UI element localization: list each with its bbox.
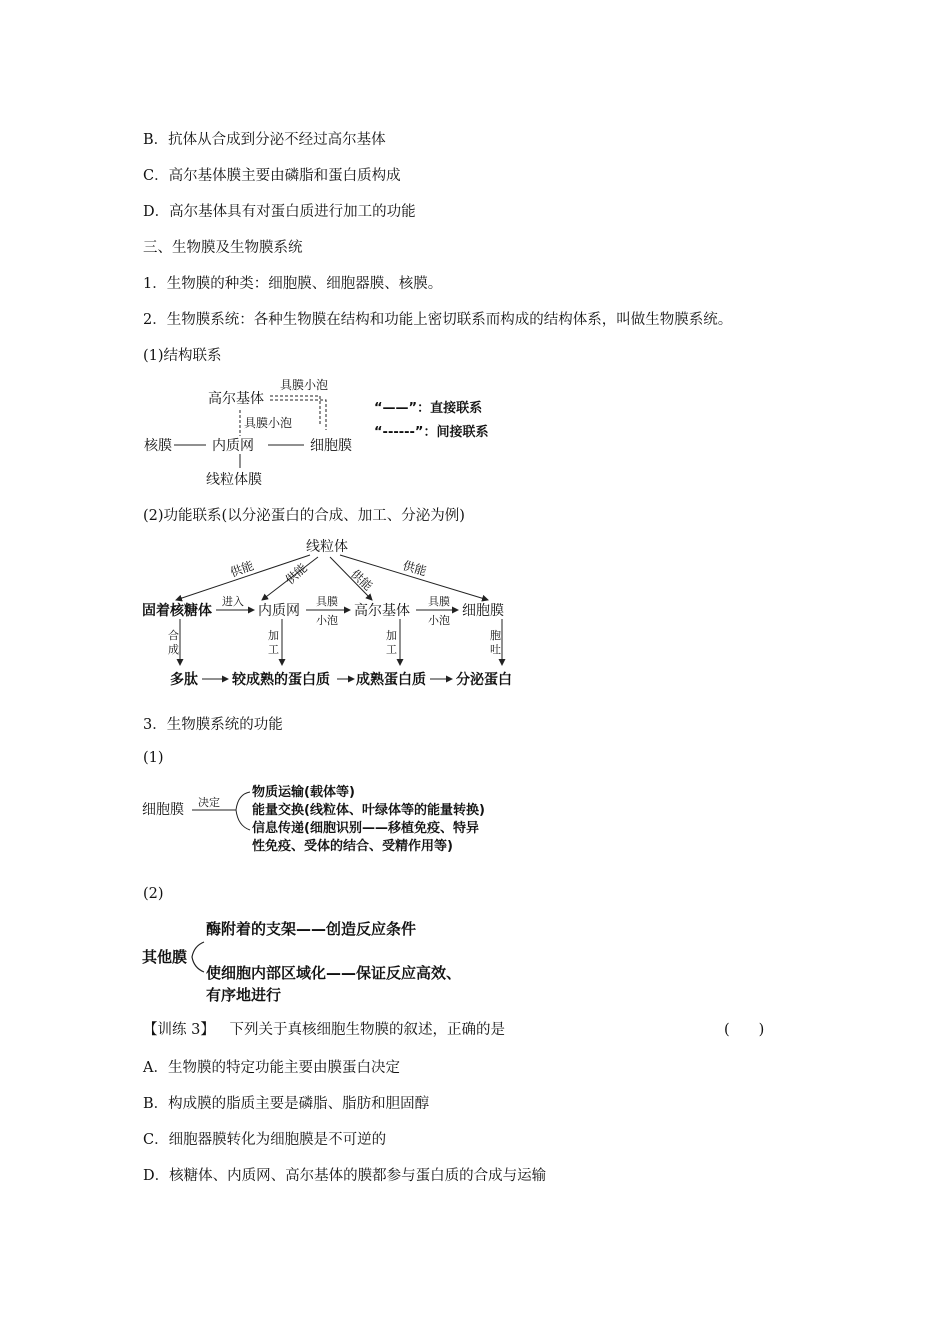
supply-label-4: 供能 <box>401 558 429 579</box>
proc2-b: 工 <box>386 643 397 656</box>
other-func-item-2a: 使细胞内部区域化——保证反应高效、 <box>206 964 462 982</box>
paragraph-membrane-system: 2．生物膜系统：各种生物膜在结构和功能上密切联系而构成的结构体系，叫做生物膜系统。 <box>143 312 733 328</box>
subheading-function: (2)功能联系(以分泌蛋白的合成、加工、分泌为例) <box>143 508 465 524</box>
exercise-tag: 【训练 3】 <box>143 1022 215 1038</box>
cell-func-item-3a: 信息传递(细胞识别——移植免疫、特异 <box>252 821 479 836</box>
other-membrane-label: 其他膜 <box>142 948 188 966</box>
vesicle1-a: 具膜 <box>316 595 338 608</box>
mito-membrane-label: 线粒体膜 <box>206 472 262 488</box>
function-item-1: (1) <box>143 750 164 766</box>
synth-a: 合 <box>168 629 179 642</box>
synth-b: 成 <box>168 643 179 656</box>
proc1-a: 加 <box>268 629 279 642</box>
er-label: 内质网 <box>212 438 254 454</box>
exo-b: 吐 <box>490 643 501 656</box>
option-d: D．高尔基体具有对蛋白质进行加工的功能 <box>143 204 416 220</box>
enter-label: 进入 <box>222 595 244 608</box>
function-item-2: (2) <box>143 886 164 902</box>
exo-a: 胞 <box>490 629 501 642</box>
section-heading: 三、生物膜及生物膜系统 <box>143 240 303 256</box>
legend-direct: “——”：直接联系 <box>374 401 483 416</box>
supply-label-1: 供能 <box>228 558 256 580</box>
supply-label-3: 供能 <box>347 566 376 594</box>
option-c: C．高尔基体膜主要由磷脂和蛋白质构成 <box>143 168 401 184</box>
vesicle-mid-label: 具膜小泡 <box>244 416 293 430</box>
cell-membrane-label: 细胞膜 <box>310 438 352 454</box>
option-b: B．抗体从合成到分泌不经过高尔基体 <box>143 132 386 148</box>
paragraph-membrane-types: 1．生物膜的种类：细胞膜、细胞器膜、核膜。 <box>143 276 443 292</box>
other-func-item-2b: 有序地进行 <box>206 986 282 1004</box>
cell-membrane-label: 细胞膜 <box>142 802 184 818</box>
immature-protein-label: 较成熟的蛋白质 <box>232 672 330 688</box>
mature-protein-label: 成熟蛋白质 <box>356 672 426 688</box>
nuclear-membrane-label: 核膜 <box>144 438 172 454</box>
proc1-b: 工 <box>268 643 279 656</box>
structure-diagram <box>140 372 520 492</box>
exercise-option-b: B．构成膜的脂质主要是磷脂、脂肪和胆固醇 <box>143 1096 430 1112</box>
cell-func-item-3b: 性免疫、受体的结合、受精作用等) <box>252 839 453 854</box>
mito-label: 线粒体 <box>306 539 348 555</box>
vesicle-top-label: 具膜小泡 <box>280 378 329 392</box>
supply-label-2: 供能 <box>282 560 310 588</box>
exercise-question-text: 下列关于真核细胞生物膜的叙述，正确的是 <box>229 1022 505 1038</box>
cell-membrane-label: 细胞膜 <box>462 603 504 619</box>
peptide-label: 多肽 <box>170 672 198 688</box>
subheading-structure: (1)结构联系 <box>143 348 222 364</box>
golgi-label: 高尔基体 <box>354 603 410 619</box>
cell-membrane-function-diagram <box>140 778 520 858</box>
other-membrane-function-diagram <box>140 912 520 1006</box>
exercise-option-d: D．核糖体、内质网、高尔基体的膜都参与蛋白质的合成与运输 <box>143 1168 547 1184</box>
exercise-option-a: A．生物膜的特定功能主要由膜蛋白决定 <box>143 1060 400 1076</box>
vesicle2-a: 具膜 <box>428 595 450 608</box>
cell-func-item-1: 物质运输(载体等) <box>252 785 355 800</box>
other-func-item-1: 酶附着的支架——创造反应条件 <box>206 920 417 938</box>
vesicle1-b: 小泡 <box>316 614 338 627</box>
decide-label: 决定 <box>198 796 220 809</box>
exercise-option-c: C．细胞器膜转化为细胞膜是不可逆的 <box>143 1132 387 1148</box>
secreted-protein-label: 分泌蛋白 <box>456 672 512 688</box>
legend-indirect: “------”：间接联系 <box>374 425 489 440</box>
cell-func-item-2: 能量交换(线粒体、叶绿体等的能量转换) <box>252 803 485 818</box>
vesicle2-b: 小泡 <box>428 614 450 627</box>
golgi-label: 高尔基体 <box>208 391 264 407</box>
answer-blank: ( ) <box>724 1022 765 1038</box>
proc2-a: 加 <box>386 629 397 642</box>
exercise-question <box>143 1018 505 1039</box>
er-label: 内质网 <box>258 603 300 619</box>
ribosome-label: 固着核糖体 <box>142 603 212 619</box>
paragraph-functions: 3．生物膜系统的功能 <box>143 717 283 733</box>
function-diagram <box>140 535 540 691</box>
